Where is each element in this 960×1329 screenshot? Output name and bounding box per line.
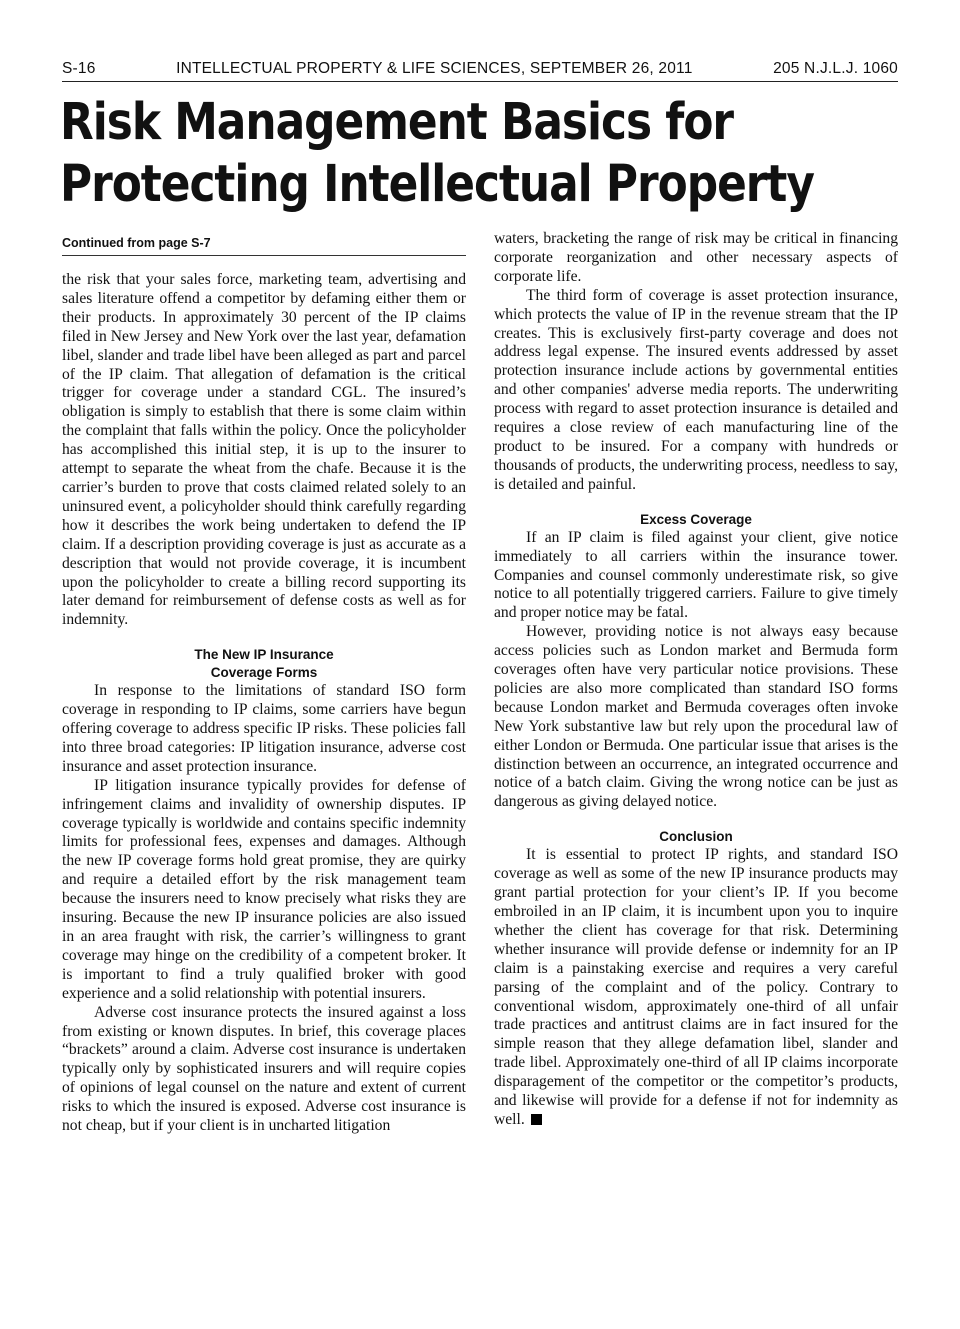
citation: 205 N.J.L.J. 1060: [773, 60, 898, 77]
title-line-1: Risk Management Basics for: [60, 93, 734, 152]
paragraph: IP litigation insurance typically provides for defense of infringement claims and invalidity of ownership disputes. IP coverage typically is worldwide and contains specific indemnity limits for professional fees, expenses and damages. Although the new IP coverage forms hold great promise, they are quirky and require a detailed effort by the risk management team because the insurers need to know precisely what risks they are insuring. Because the new IP insurance policies are also issued in an area fraught with risk, the carrier’s willingness to grant coverage may hinge on the credibility of a competent broker. It is important to find a truly qualified broker with good experience and a solid relationship with potential insurers.: [62, 776, 466, 1002]
heading-line-1: The New IP Insurance: [194, 647, 334, 663]
paragraph: If an IP claim is filed against your client, give notice immediately to all carriers within the insurance tower. Companies and counsel commonly underestimate risk, so give notice to all potentially triggered carriers. Failure to give timely and proper notice may be fatal.: [494, 528, 898, 622]
page-number: S-16: [62, 60, 96, 77]
paragraph: In response to the limitations of standard ISO form coverage in responding to IP claims, some carriers have begun offering coverage to address specific IP risks. These policies fall into three broad categories: IP litigation insurance, adverse cost insurance and asset protection insurance.: [62, 682, 466, 775]
section-heading-conclusion: Conclusion: [659, 829, 733, 845]
right-column: [494, 230, 898, 1136]
article-page: [60, 60, 898, 1135]
section-heading-excess-coverage: Excess Coverage: [640, 511, 752, 527]
left-column: [62, 230, 466, 1136]
end-mark-icon: [531, 1114, 542, 1125]
paragraph: waters, bracketing the range of risk may be critical in financing corporate reorganization and other necessary aspects of corporate life.: [494, 230, 898, 285]
paragraph: the risk that your sales force, marketing team, advertising and sales literature offend a competitor by defaming either them or their products. In approximately 30 percent of the IP claims filed in New Jersey and New York over the last year, defamation libel, slander and trade libel have been alleged as part and parcel of the IP claim. That allegation of defamation is the critical trigger for coverage under a standard CGL. The insured’s obligation is simply to establish that there is some claim within the complaint that falls within the policy. Once the policyholder has accomplished this initial step, it is up to the insurer to attempt to separate the wheat from the chafe. Because it is the carrier’s burden to prove that costs claimed related solely to an uninsured event, a policyholder should think carefully regarding how it describes the work being undertaken to defend the IP claim. If a description providing coverage is just as accurate as a description that would not provide coverage, it is incumbent upon the policyholder to create a billing record supporting its later demand for reimbursement of defense costs as well as for indemnity.: [62, 271, 466, 629]
paragraph-conclusion: [494, 846, 898, 1130]
continued-from-label: Continued from page S-7: [62, 236, 466, 256]
paragraph: However, providing notice is not always easy because access policies such as London market and Bermuda form coverages often have very particular notice provisions. These policies are also more complicated than standard ISO forms because London market and Bermuda coverages often invoke New York substantive law but rely upon the procedural law of either London or Bermuda. One particular issue that arises is the distinction between an occurrence, an integrated occurrence and notice of a batch claim. Giving the wrong notice can be just as dangerous as giving delayed notice.: [494, 623, 898, 811]
section-heading-new-ip-insurance: [62, 646, 466, 682]
paragraph: Adverse cost insurance protects the insured against a loss from existing or known disputes. In brief, this coverage places “brackets” around a claim. Adverse cost insurance is undertaken typically only by sophisticated insurers and will require copies of opinions of legal counsel on the nature and extent of current risks to which the insured is exposed. Adverse cost insurance is not cheap, but if your client is in uncharted litigation: [62, 1003, 466, 1135]
article-columns: [62, 230, 898, 1136]
publication-line: INTELLECTUAL PROPERTY & LIFE SCIENCES, SEPTEMBER 26, 2011: [176, 60, 693, 77]
paragraph: The third form of coverage is asset protection insurance, which protects the value of IP in the revenue stream that the IP creates. This is exclusively first-party coverage and does not address legal expense. The insured events addressed by asset protection insurance include actions by governmental entities and other companies' adverse media reports. The underwriting process with regard to asset protection insurance is detailed and requires a close review of each manufacturing line of the product to be insured. For a company with hundreds or thousands of products, the underwriting process, needless to say, is detailed and painful.: [494, 286, 898, 493]
running-header: [62, 60, 898, 82]
heading-line-2: Coverage Forms: [210, 665, 318, 681]
title-line-2: Protecting Intellectual Property: [60, 155, 814, 214]
conclusion-text: It is essential to protect IP rights, and standard ISO coverage as well as some of the new IP insurance products may grant partial protection for your client’s IP. If you become embroiled in an IP claim, it is incumbent upon you to inquire whether the client has coverage for that risk. Determining whether insurance will provide defense or indemnity for an IP claim is a painstaking exercise and requires a very careful parsing of the complaint and of the policy. Contrary to conventional wisdom, approximately one-third of all unfair trade practices and antitrust claims are in fact insured for the simple reason that they allege defamation libel, slander and trade libel. Approximately one-third of all IP claims incorporate disparagement of the competitor or the competitor’s products, and likewise will provide for a defense if not for indemnity as well.: [494, 846, 898, 1128]
article-title: [60, 92, 814, 216]
